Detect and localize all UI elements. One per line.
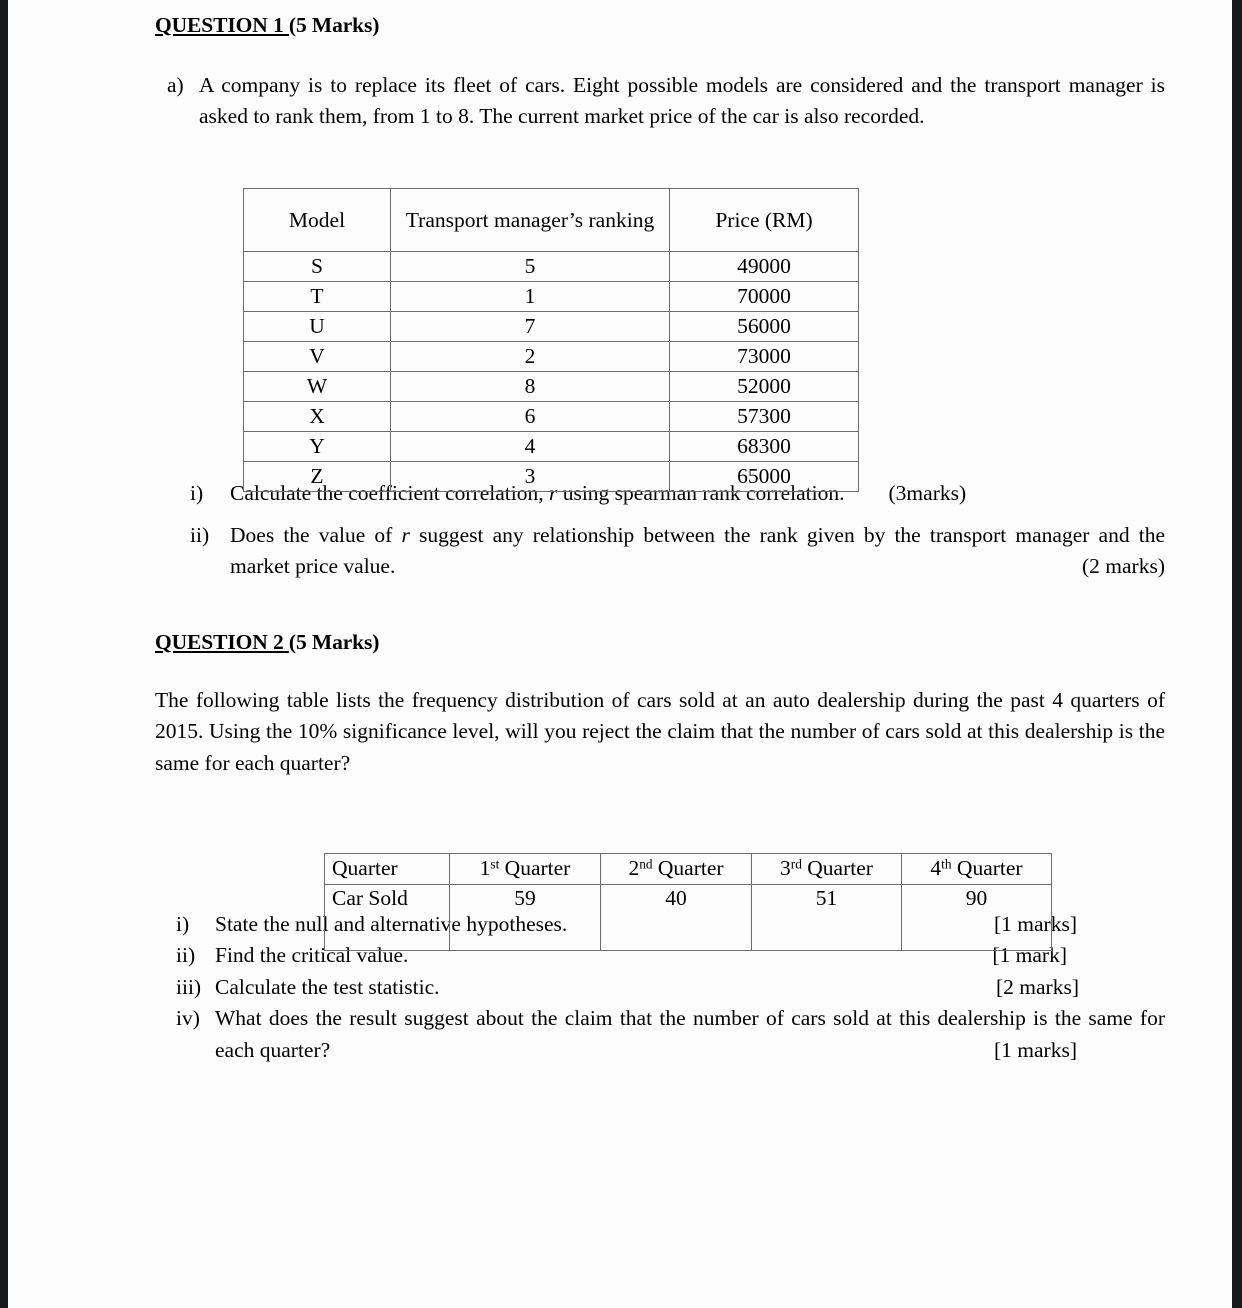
question-2-intro: The following table lists the frequency distribution of cars sold at an auto dealership during the past 4 quarters of 2015. Using the 10% significance level, will you reject the claim that the number of cars sold at this dealership is the same for each quarter? [155, 687, 1165, 775]
cell-price: 68300 [670, 432, 859, 462]
item-iii-marks: [2 marks] [996, 974, 1079, 999]
cell-price: 56000 [670, 312, 859, 342]
quarters-header-q4 [902, 854, 1052, 885]
q2-number: 2 [628, 856, 640, 881]
quarters-table-head [325, 854, 1052, 885]
q2-word: Quarter [652, 856, 724, 881]
cell-ranking: 7 [391, 312, 670, 342]
cell-price: 73000 [670, 342, 859, 372]
question-1-part-a [155, 70, 1165, 133]
item-iv-marks: [1 marks] [994, 1037, 1077, 1062]
question-1-title: QUESTION 1 [155, 13, 289, 37]
table-row [244, 402, 859, 432]
question-2-item-iv [155, 1003, 1165, 1066]
cell-q4-value: 90 [902, 885, 1052, 951]
cell-model: U [244, 312, 391, 342]
q1-number: 1 [479, 856, 491, 881]
item-i-marks: (3marks) [888, 481, 967, 506]
quarters-row-label: Car Sold [325, 885, 450, 951]
models-header-price: Price (RM) [670, 189, 859, 252]
cell-price: 70000 [670, 282, 859, 312]
cell-model: T [244, 282, 391, 312]
cell-model: V [244, 342, 391, 372]
cell-q3-value: 51 [752, 885, 902, 951]
part-a-marker: a) [167, 72, 184, 97]
item-ii-marks: [1 mark] [992, 943, 1067, 968]
quarters-header-label: Quarter [325, 854, 450, 885]
item-i-marker: i) [176, 911, 190, 936]
item-ii-text-after: suggest any relationship between the rank given by the transport manager and the market price value. [230, 522, 1165, 579]
item-ii-text-before: Does the value of [230, 522, 402, 547]
item-i-marks: [1 marks] [994, 911, 1077, 936]
item-i-text: State the null and alternative hypotheses. [215, 911, 568, 936]
q1-word: Quarter [499, 856, 571, 881]
item-i-symbol: r [548, 481, 558, 506]
q2-ordinal: nd [639, 856, 653, 872]
table-row [244, 462, 859, 492]
question-1-subitems [155, 478, 1165, 583]
item-iii-text: Calculate the test statistic. [215, 974, 440, 999]
table-row [244, 252, 859, 282]
question-2-marks: (5 Marks) [288, 629, 380, 654]
item-iii-label [176, 972, 440, 1004]
table-row [244, 282, 859, 312]
cell-ranking: 5 [391, 252, 670, 282]
part-a-text: A company is to replace its fleet of cars. Eight possible models are considered and the transport manager is asked to rank them, from 1 to 8. The current market price of the car is also recorded. [199, 72, 1165, 129]
cell-model: S [244, 252, 391, 282]
cell-model: X [244, 402, 391, 432]
models-table [243, 188, 859, 492]
item-ii-marks: (2 marks) [1082, 554, 1165, 579]
models-table-body [244, 252, 859, 492]
cell-model: Z [244, 462, 391, 492]
cell-q1-value: 59 [450, 885, 601, 951]
models-header-ranking: Transport manager’s ranking [391, 189, 670, 252]
question-1-item-ii [155, 520, 1165, 583]
cell-price: 65000 [670, 462, 859, 492]
q3-word: Quarter [801, 856, 873, 881]
item-ii-text: Find the critical value. [215, 943, 409, 968]
q3-ordinal: rd [790, 856, 802, 872]
q4-word: Quarter [951, 856, 1023, 881]
table-row [244, 372, 859, 402]
item-ii-text [230, 520, 1165, 583]
scan-border-left [0, 0, 8, 1308]
page-content [155, 12, 1165, 1066]
item-iv-text-content: What does the result suggest about the claim that the number of cars sold at this dealership is the same for each quarter? [215, 1006, 1165, 1062]
quarters-table-header-row [325, 854, 1052, 885]
quarters-header-q1 [450, 854, 601, 885]
cell-ranking: 3 [391, 462, 670, 492]
item-ii-marker: ii) [190, 522, 210, 547]
cell-ranking: 8 [391, 372, 670, 402]
q4-ordinal: th [941, 856, 952, 872]
models-header-model: Model [244, 189, 391, 252]
question-2-title: QUESTION 2 [155, 629, 289, 654]
item-iii-marker: iii) [176, 974, 202, 999]
cell-price: 57300 [670, 402, 859, 432]
cell-model: Y [244, 432, 391, 462]
cell-ranking: 6 [391, 402, 670, 432]
cell-ranking: 4 [391, 432, 670, 462]
q4-number: 4 [930, 856, 942, 881]
table-row [244, 432, 859, 462]
quarters-header-q3 [752, 854, 902, 885]
item-i-text-before: Calculate the coefficient correlation, [230, 481, 549, 506]
table-row [244, 312, 859, 342]
question-2-heading [155, 629, 1165, 656]
item-iv-marker: iv) [176, 1006, 200, 1031]
cell-q2-value: 40 [601, 885, 752, 951]
cell-price: 52000 [670, 372, 859, 402]
table-row [244, 342, 859, 372]
question-2-item-iii [155, 972, 1165, 1004]
item-ii-marker: ii) [176, 943, 196, 968]
item-iv-text [215, 1003, 1165, 1066]
models-table-head [244, 189, 859, 252]
cell-ranking: 2 [391, 342, 670, 372]
question-1-marks: (5 Marks) [288, 13, 380, 37]
cell-price: 49000 [670, 252, 859, 282]
models-table-header-row [244, 189, 859, 252]
scan-border-right [1232, 0, 1242, 1308]
question-1-heading [155, 12, 1165, 39]
cell-model: W [244, 372, 391, 402]
item-ii-symbol: r [401, 522, 410, 547]
q3-number: 3 [780, 856, 791, 881]
item-i-text-after: using spearman rank correlation. [557, 481, 845, 506]
item-i-marker: i) [190, 481, 204, 506]
q1-ordinal: st [490, 856, 500, 872]
quarters-table-body [325, 885, 1052, 951]
table-row [325, 885, 1052, 951]
cell-ranking: 1 [391, 282, 670, 312]
quarters-header-q2 [601, 854, 752, 885]
quarters-table [324, 853, 1052, 951]
